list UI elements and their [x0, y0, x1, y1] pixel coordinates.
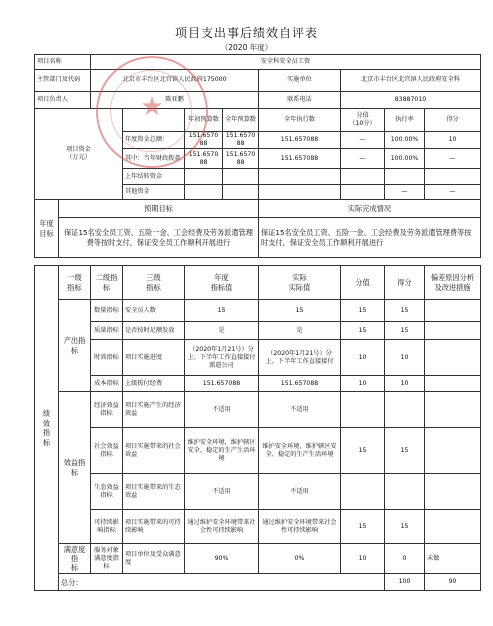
ind-target: 不适用	[185, 392, 259, 428]
ind-note	[425, 376, 481, 392]
ind-l3: 项目实施带来的生态效益	[123, 474, 185, 510]
lead-label: 项目负责人	[35, 92, 91, 109]
funds-cell	[425, 169, 481, 185]
funds-cell	[341, 169, 385, 185]
impl-value: 北京市丰台区北宫镇人民政府安全科	[341, 70, 481, 92]
ind-actual: 0%	[259, 544, 341, 574]
goals-label: 年度 目标	[35, 200, 59, 258]
ind-points	[341, 392, 385, 428]
ind-header-target: 年度 指标值	[185, 266, 259, 300]
funds-cell: 151.657088	[185, 132, 223, 149]
ind-target: 维护安全环境，维护辖区安全、稳定的生产生活环境	[185, 428, 259, 474]
ind-l2: 服务对象满意度指标	[91, 544, 123, 574]
funds-cell: 10	[425, 132, 481, 149]
funds-cell	[223, 169, 259, 185]
ind-note	[425, 340, 481, 376]
total-points: 100	[385, 574, 425, 591]
ind-header-score: 得分	[385, 266, 425, 300]
ind-score: 15	[385, 428, 425, 474]
form-title: 项目支出事后绩效自评表	[174, 26, 318, 40]
ind-header-l1: 一级 指标	[59, 266, 91, 300]
ind-actual: 151.657088	[259, 376, 341, 392]
ind-l3: 项目实施进度	[123, 340, 185, 376]
ind-actual: 通过维护安全环境带来社会性可持续影响	[259, 510, 341, 544]
funds-cell: —	[341, 149, 385, 169]
ind-actual: （2020年1月21号）分上、下半年工作直接接付	[259, 340, 341, 376]
funds-row-label: 上年结转资金	[123, 169, 185, 185]
ind-l2: 质量指标	[91, 322, 123, 340]
ind-target: 90%	[185, 544, 259, 574]
ind-l3: 项目实施产生的经济效益	[123, 392, 185, 428]
funds-cell	[341, 185, 385, 200]
funds-header-blank	[123, 109, 185, 132]
ind-note	[425, 322, 481, 340]
ind-score	[385, 392, 425, 428]
funds-cell	[185, 185, 223, 200]
ind-score: 15	[385, 510, 425, 544]
effect-indicator-label: 效益指 标	[59, 392, 91, 544]
funds-cell: 151.657088	[259, 149, 341, 169]
ind-score: 15	[385, 300, 425, 322]
goals-actual-header: 实际完成情况	[259, 200, 481, 218]
ind-l3: 安全员人数	[123, 300, 185, 322]
satisfaction-indicator-label: 满意度指 标	[59, 544, 91, 574]
ind-target: （2020年1月21号）分上、下半年工作直接接付派遣公司	[185, 340, 259, 376]
spacer-row	[35, 258, 481, 266]
funds-header-rate: 执行率	[385, 109, 425, 132]
seal-star-icon: ★	[140, 92, 164, 122]
ind-note	[425, 300, 481, 322]
ind-l2: 生态效益指标	[91, 474, 123, 510]
ind-points	[341, 474, 385, 510]
form-year: （2020 年度）	[220, 43, 273, 52]
funds-cell	[385, 169, 425, 185]
funds-header-full: 全年预算数	[223, 109, 259, 132]
ind-note	[425, 428, 481, 474]
evaluation-table	[34, 54, 481, 591]
funds-header-exec: 全年执行数	[259, 109, 341, 132]
dept-value: 北京市丰台区北宫镇人民政府175000	[91, 70, 259, 92]
ind-actual: 15	[259, 300, 341, 322]
ind-points: 10	[341, 544, 385, 574]
dept-label: 主管部门及代码	[35, 70, 91, 92]
ind-score	[385, 474, 425, 510]
ind-header-l3: 三级 指标	[123, 266, 185, 300]
funds-header-initial: 年初预算数	[185, 109, 223, 132]
funds-cell: 151.657088	[185, 149, 223, 169]
ind-l2: 成本指标	[91, 376, 123, 392]
ind-l2: 社会效益指标	[91, 428, 123, 474]
project-name-value: 安全科安全员工资	[91, 55, 481, 70]
funds-cell: 151.657088	[223, 132, 259, 149]
funds-cell	[259, 185, 341, 200]
ind-score: 0	[385, 544, 425, 574]
ind-l3: 项目实施带来的社会效益	[123, 428, 185, 474]
lead-value: 陈亚鹏	[91, 92, 259, 109]
ind-header-actual: 实际 实际值	[259, 266, 341, 300]
ind-target: 151.657088	[185, 376, 259, 392]
funds-cell	[259, 169, 341, 185]
funds-row-label: 其中：当年财政拨款	[123, 149, 185, 169]
ind-points: 10	[341, 340, 385, 376]
ind-l2: 可持续影响指标	[91, 510, 123, 544]
funds-label: 项目资金 （万元）	[35, 109, 123, 200]
ind-note	[425, 392, 481, 428]
ind-score: 15	[385, 322, 425, 340]
ind-points: 10	[341, 376, 385, 392]
ind-l3: 项目单位及受众满意度	[123, 544, 185, 574]
ind-points: 15	[341, 322, 385, 340]
ind-score: 10	[385, 376, 425, 392]
funds-cell: —	[425, 149, 481, 169]
funds-header-score: 得分	[425, 109, 481, 132]
ind-note	[425, 510, 481, 544]
funds-header-points: 分值 （10分）	[341, 109, 385, 132]
ind-note: 未做	[425, 544, 481, 574]
output-indicator-label: 产出指 标	[59, 300, 91, 392]
ind-actual: 是	[259, 322, 341, 340]
ind-actual: 不适用	[259, 474, 341, 510]
goals-actual-text: 保证15名安全员工资、五险一金、工会经费及劳务派遣管理费等按时支付，保证安全员工作顺利开展进行	[259, 218, 481, 258]
ind-points: 15	[341, 300, 385, 322]
funds-cell	[223, 185, 259, 200]
phone-label: 联系电话	[259, 92, 341, 109]
ind-actual: 维护安全环境，维护辖区安全、稳定的生产生活环境	[259, 428, 341, 474]
ind-l3: 是否按时足额发放	[123, 322, 185, 340]
ind-l3: 上级拨付经费	[123, 376, 185, 392]
ind-note	[425, 474, 481, 510]
ind-points: 15	[341, 510, 385, 544]
ind-points: 15	[341, 428, 385, 474]
performance-group-label: 绩 效 指 标	[35, 266, 59, 591]
ind-target: 通过维护安全环境带来社会性可持续影响	[185, 510, 259, 544]
goals-expected-header: 预期目标	[59, 200, 259, 218]
funds-cell	[185, 169, 223, 185]
ind-score: 10	[385, 340, 425, 376]
project-name-label: 项目名称	[35, 55, 91, 70]
funds-row-label: 其他资金	[123, 185, 185, 200]
funds-cell: 100.00%	[385, 149, 425, 169]
ind-header-points: 分值	[341, 266, 385, 300]
ind-l2: 时效指标	[91, 340, 123, 376]
funds-cell: 100.00%	[385, 132, 425, 149]
ind-target: 是	[185, 322, 259, 340]
ind-target: 15	[185, 300, 259, 322]
funds-row-label: 年度资金总额：	[123, 132, 185, 149]
ind-l2: 经济效益指标	[91, 392, 123, 428]
total-score: 90	[425, 574, 481, 591]
funds-cell: —	[425, 185, 481, 200]
ind-l3: 项目实施带来的可持续影响	[123, 510, 185, 544]
goals-expected-text: 保证15名安全员工资、五险一金、工会经费及劳务派遣管理费等按时支付，保证安全员工作顺利开展进行	[59, 218, 259, 258]
funds-cell: —	[341, 132, 385, 149]
ind-actual: 不适用	[259, 392, 341, 428]
phone-value: 83887010	[341, 92, 481, 109]
funds-cell: —	[385, 185, 425, 200]
impl-label: 实施单位	[259, 70, 341, 92]
funds-cell: 151.657088	[259, 132, 341, 149]
total-label: 总分：	[59, 574, 385, 591]
funds-cell: 151.657088	[223, 149, 259, 169]
ind-header-l2: 二级指 标	[91, 266, 123, 300]
ind-target: 不适用	[185, 474, 259, 510]
ind-header-note: 偏差原因分析 及改进措施	[425, 266, 481, 300]
ind-l2: 数量指标	[91, 300, 123, 322]
